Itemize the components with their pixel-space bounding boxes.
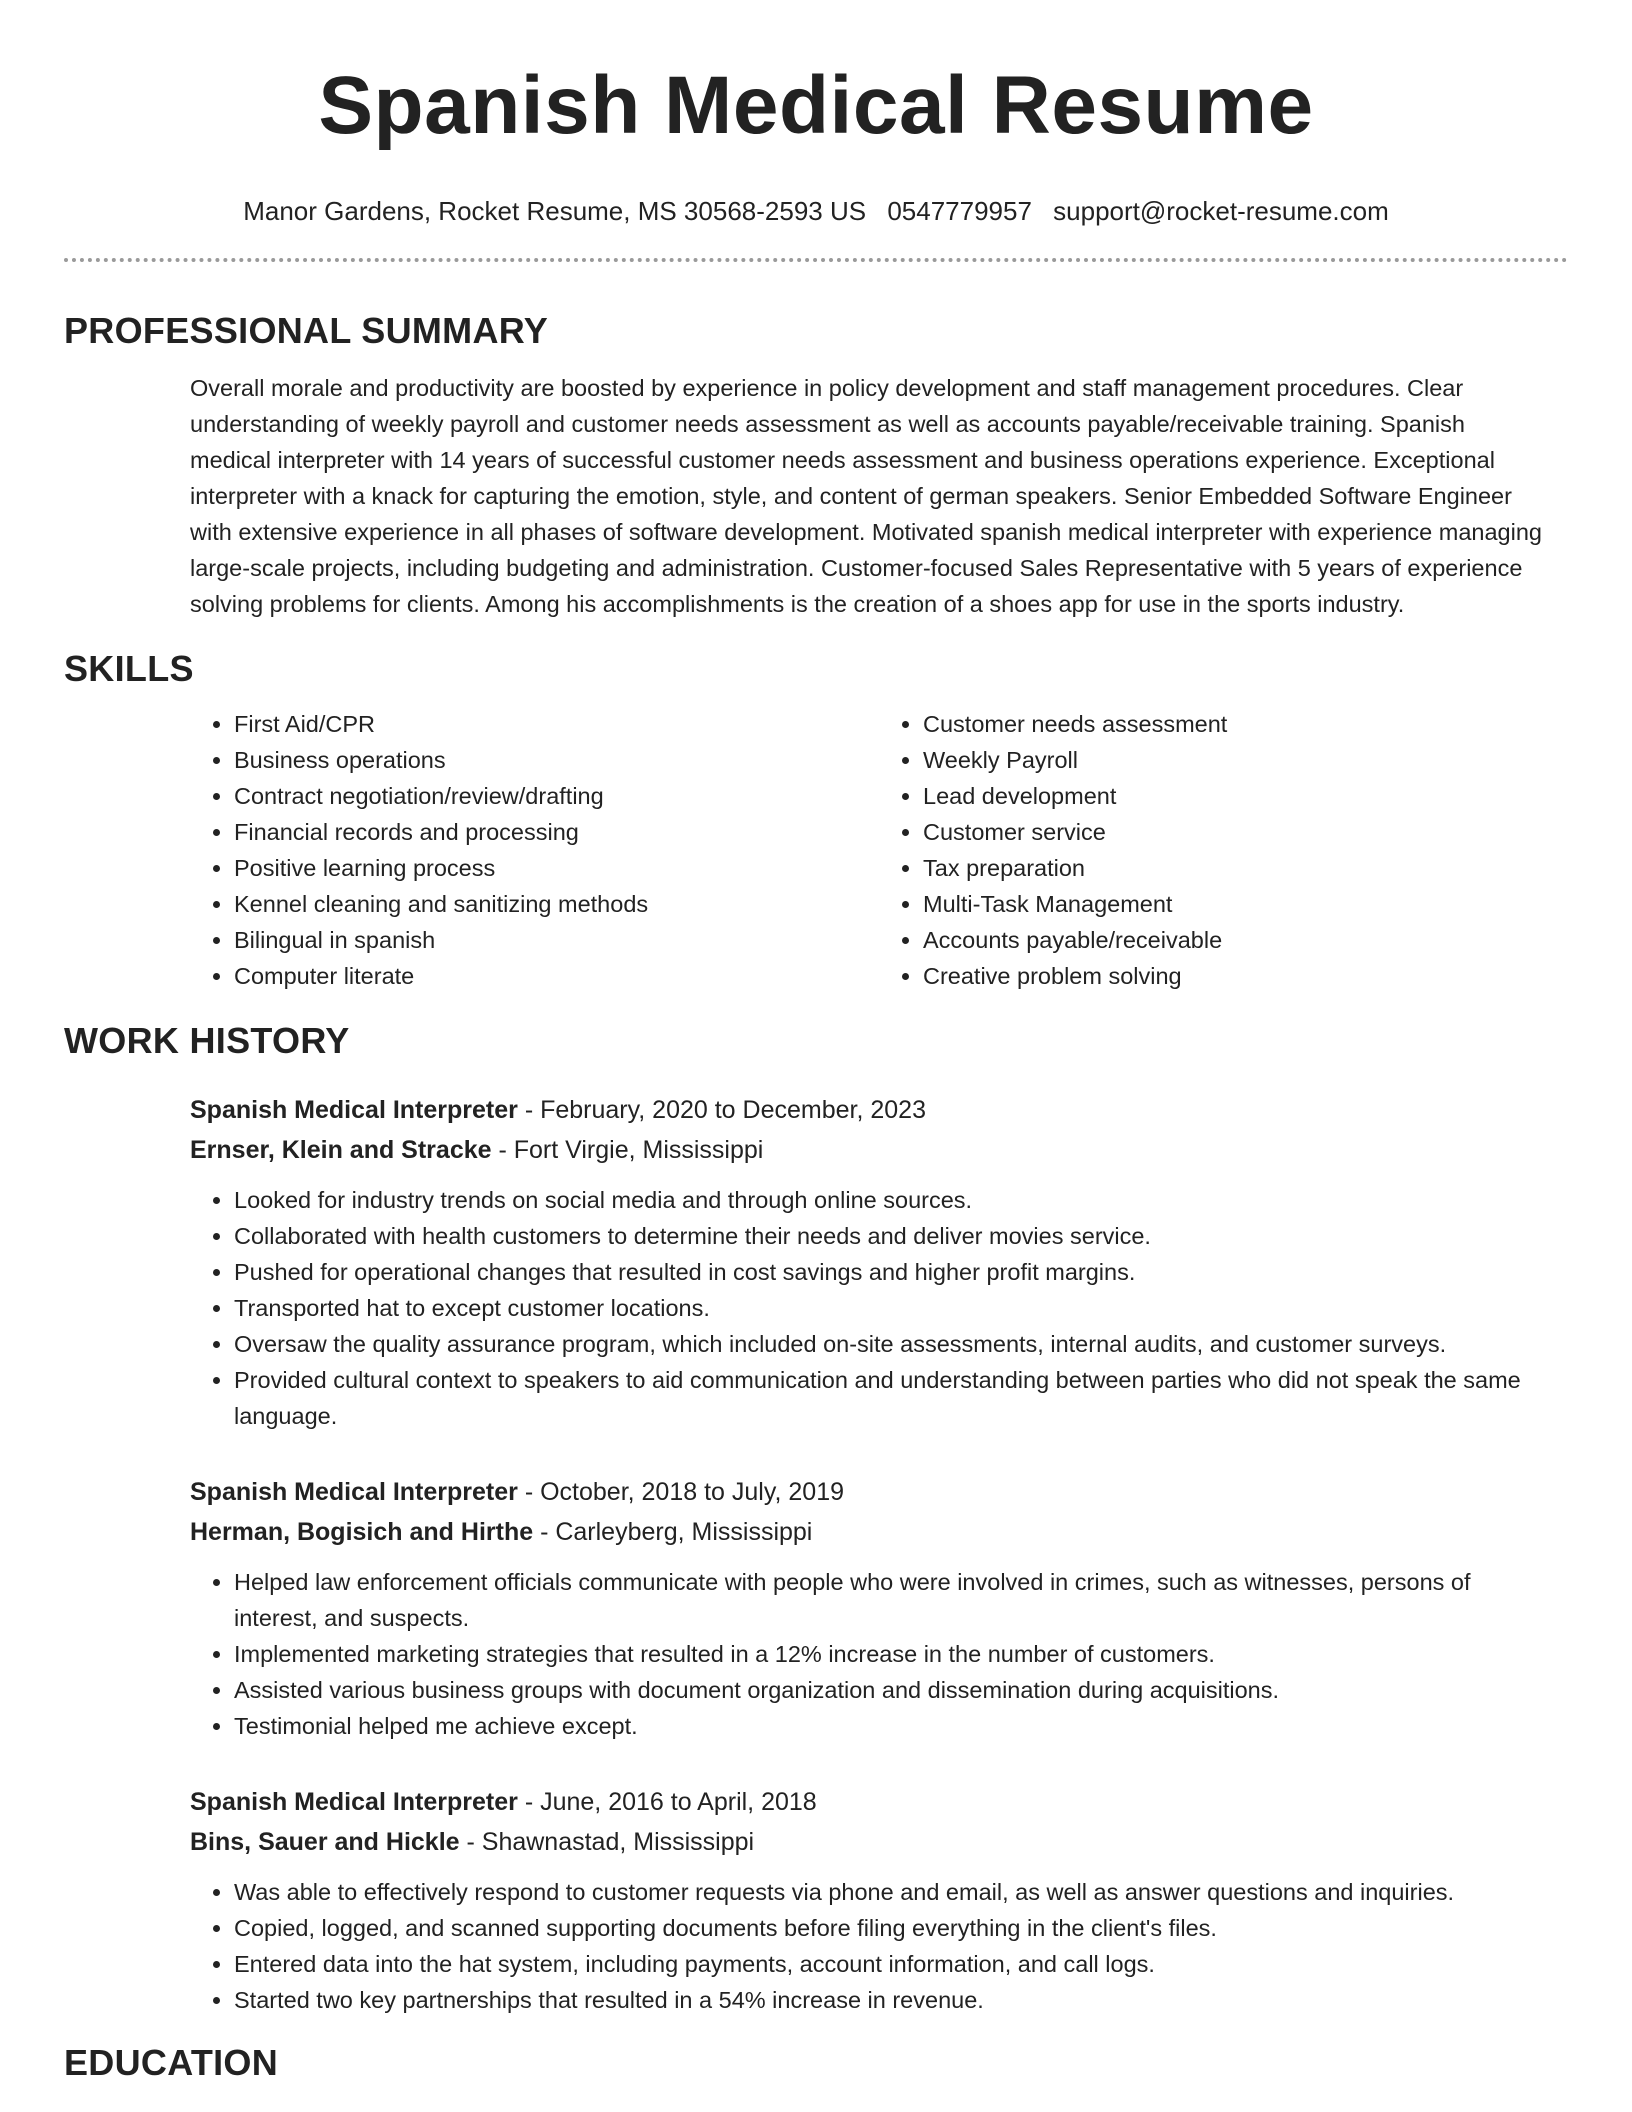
- contact-email: support@rocket-resume.com: [1053, 196, 1389, 226]
- job-bullet: • Provided cultural context to speakers to aid communication and understanding between parties who did not speak the same language.: [234, 1362, 1548, 1434]
- job-role-line: [190, 1782, 1568, 1822]
- job-location: - Shawnastad, Mississippi: [459, 1828, 755, 1856]
- skill-item: • Accounts payable/receivable: [923, 922, 1568, 958]
- summary-text: Overall morale and productivity are boosted by experience in policy development and staff management procedures. Clear understanding of weekly payroll and customer needs assessment as well as accounts payable/receivable training. Spanish medical interpreter with 14 years of successful customer needs assessment and business operations experience. Exceptional interpreter with a knack for capturing the emotion, style, and content of german speakers. Senior Embedded Software Engineer with extensive experience in all phases of software development. Motivated spanish medical interpreter with experience managing large-scale projects, including budgeting and administration. Customer-focused Sales Representative with 5 years of experience solving problems for clients. Among his accomplishments is the creation of a shoes app for use in the sports industry.: [190, 375, 1542, 617]
- job-bullet: • Testimonial helped me achieve except.: [234, 1708, 1548, 1744]
- skill-item: • Financial records and processing: [234, 814, 879, 850]
- contact-address: Manor Gardens, Rocket Resume, MS 30568-2593 US: [243, 196, 867, 226]
- job-bullet: • Transported hat to except customer locations.: [234, 1290, 1548, 1326]
- skill-item: • Customer needs assessment: [923, 706, 1568, 742]
- job-bullet: • Oversaw the quality assurance program, which included on-site assessments, internal audits, and customer surveys.: [234, 1326, 1548, 1362]
- skill-item: • Computer literate: [234, 958, 879, 994]
- section-title-education: EDUCATION: [64, 2042, 279, 2083]
- resume-header: [64, 0, 1568, 228]
- job-company: Herman, Bogisich and Hirthe: [190, 1518, 534, 1546]
- job-entry: [190, 1090, 1568, 1434]
- job-role: Spanish Medical Interpreter: [190, 1478, 518, 1506]
- job-role-line: [190, 1472, 1568, 1512]
- skill-item: • Customer service: [923, 814, 1568, 850]
- skill-item: • Business operations: [234, 742, 879, 778]
- skill-item: • Contract negotiation/review/drafting: [234, 778, 879, 814]
- job-bullet: • Was able to effectively respond to customer requests via phone and email, as well as answer questions and inquiries.: [234, 1874, 1548, 1910]
- job-bullet: • Collaborated with health customers to determine their needs and deliver movies service.: [234, 1218, 1548, 1254]
- job-bullet: • Implemented marketing strategies that resulted in a 12% increase in the number of customers.: [234, 1636, 1548, 1672]
- job-role-line: [190, 1090, 1568, 1130]
- skill-item: • Multi-Task Management: [923, 886, 1568, 922]
- job-entry: [190, 1782, 1568, 2018]
- job-bullet: • Pushed for operational changes that resulted in cost savings and higher profit margins.: [234, 1254, 1548, 1290]
- job-dates: - June, 2016 to April, 2018: [517, 1788, 817, 1816]
- skills-column-left: [190, 706, 879, 994]
- job-location: - Fort Virgie, Mississippi: [491, 1136, 764, 1164]
- job-bullet: • Looked for industry trends on social media and through online sources.: [234, 1182, 1548, 1218]
- job-location: - Carleyberg, Mississippi: [533, 1518, 813, 1546]
- skill-item: • Lead development: [923, 778, 1568, 814]
- section-title-work-history: WORK HISTORY: [64, 1020, 350, 1061]
- contact-phone: 0547779957: [887, 196, 1032, 226]
- skill-item: • Weekly Payroll: [923, 742, 1568, 778]
- job-company-line: [190, 1512, 1568, 1552]
- job-bullets: [190, 1182, 1568, 1434]
- job-bullet: • Copied, logged, and scanned supporting documents before filing everything in the client's files.: [234, 1910, 1548, 1946]
- job-dates: - February, 2020 to December, 2023: [517, 1096, 926, 1124]
- job-entry: [190, 1472, 1568, 1744]
- job-company-line: [190, 1130, 1568, 1170]
- skill-item: • Kennel cleaning and sanitizing methods: [234, 886, 879, 922]
- job-bullet: • Helped law enforcement officials communicate with people who were involved in crimes, such as witnesses, persons of interest, and suspects.: [234, 1564, 1548, 1636]
- job-company-line: [190, 1822, 1568, 1862]
- skill-item: • Bilingual in spanish: [234, 922, 879, 958]
- job-dates: - October, 2018 to July, 2019: [517, 1478, 844, 1506]
- job-role: Spanish Medical Interpreter: [190, 1096, 518, 1124]
- section-title-summary: PROFESSIONAL SUMMARY: [64, 310, 549, 351]
- job-bullet: • Entered data into the hat system, including payments, account information, and call logs.: [234, 1946, 1548, 1982]
- skills-column-right: [879, 706, 1568, 994]
- job-company: Ernser, Klein and Stracke: [190, 1136, 492, 1164]
- skill-item: • First Aid/CPR: [234, 706, 879, 742]
- skill-item: • Tax preparation: [923, 850, 1568, 886]
- skill-item: • Creative problem solving: [923, 958, 1568, 994]
- header-divider: [64, 258, 1568, 262]
- job-role: Spanish Medical Interpreter: [190, 1788, 518, 1816]
- skill-item: • Positive learning process: [234, 850, 879, 886]
- job-bullets: [190, 1564, 1568, 1744]
- contact-line: [64, 194, 1568, 228]
- job-bullets: [190, 1874, 1568, 2018]
- job-bullet: • Started two key partnerships that resulted in a 54% increase in revenue.: [234, 1982, 1548, 2018]
- job-company: Bins, Sauer and Hickle: [190, 1828, 460, 1856]
- job-bullet: • Assisted various business groups with document organization and dissemination during acquisitions.: [234, 1672, 1548, 1708]
- skills-grid: [190, 706, 1568, 994]
- section-title-skills: SKILLS: [64, 648, 194, 689]
- resume-title: Spanish Medical Resume: [318, 60, 1314, 151]
